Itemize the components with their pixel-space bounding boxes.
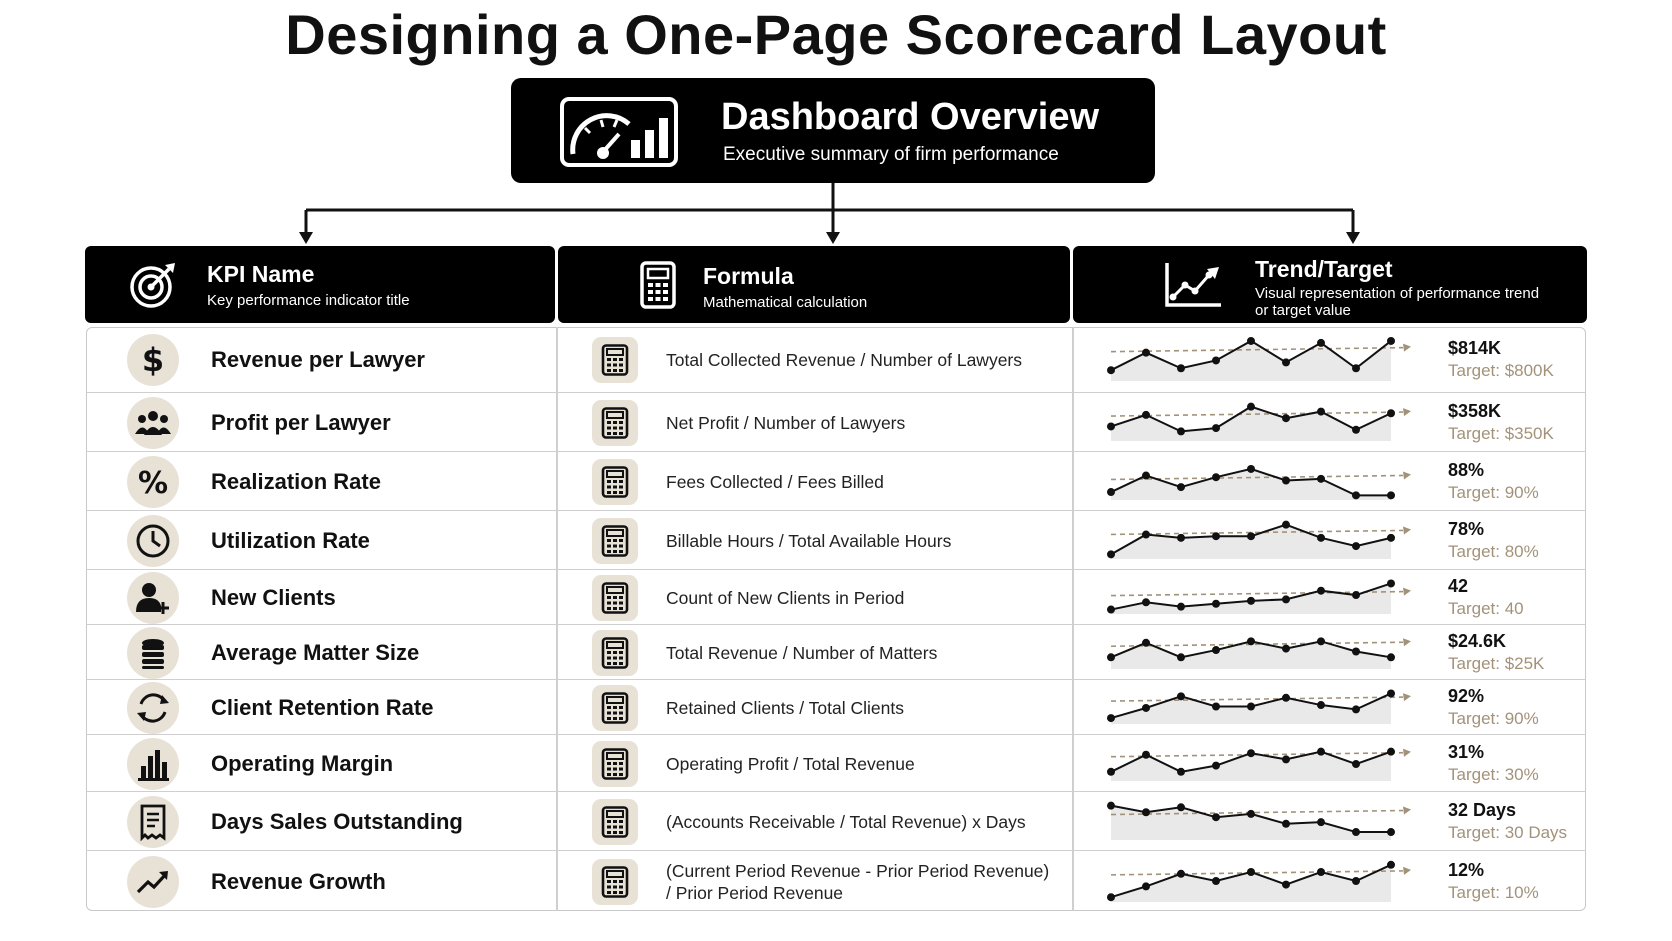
kpi-icon-badge (127, 627, 179, 679)
trend-point (1247, 703, 1255, 711)
svg-text:%: % (137, 465, 169, 501)
kpi-name: Revenue Growth (211, 869, 386, 894)
trend-point (1247, 810, 1255, 818)
refresh-icon (133, 688, 173, 728)
trend-sparkline (1094, 739, 1414, 788)
trend-point (1282, 521, 1290, 529)
trend-point (1107, 422, 1115, 430)
trend-point (1212, 600, 1220, 608)
trend-point (1387, 748, 1395, 756)
table-row (86, 451, 1586, 510)
kpi-target: Target: 90% (1448, 482, 1539, 502)
calculator-icon (601, 582, 629, 614)
trend-point (1317, 818, 1325, 826)
kpi-icon-badge (127, 334, 179, 386)
kpi-name: Profit per Lawyer (211, 409, 391, 435)
trend-point (1107, 550, 1115, 558)
kpi-value: $24.6K (1448, 630, 1507, 651)
target-arrow (1403, 693, 1411, 701)
trend-point (1212, 762, 1220, 770)
formula-icon-badge (592, 575, 638, 621)
trend-point (1177, 803, 1185, 811)
trend-point (1142, 598, 1150, 606)
trend-chart-icon (1163, 261, 1223, 309)
coins-icon (133, 633, 173, 673)
formula-line: / Prior Period Revenue (666, 883, 844, 903)
trend-point (1177, 768, 1185, 776)
trend-point (1212, 703, 1220, 711)
formula-text: (Accounts Receivable / Total Revenue) x Days (666, 811, 1026, 832)
trend-point (1142, 639, 1150, 647)
trend-sparkline (1094, 456, 1414, 507)
kpi-value: 31% (1448, 741, 1485, 762)
trend-point (1387, 337, 1395, 345)
trend-point (1247, 403, 1255, 411)
target-arrow (1403, 807, 1411, 815)
trend-point (1177, 427, 1185, 435)
table-row (86, 624, 1586, 679)
trend-point (1247, 337, 1255, 345)
trend-point (1282, 881, 1290, 889)
formula-text: Retained Clients / Total Clients (666, 697, 904, 718)
table-row (86, 569, 1586, 624)
trend-point (1317, 868, 1325, 876)
kpi-name: Average Matter Size (211, 639, 420, 665)
target-icon (129, 261, 177, 309)
formula-icon-badge (592, 799, 638, 845)
trend-sparkline (1094, 684, 1414, 731)
formula-text: Count of New Clients in Period (666, 587, 905, 608)
target-arrow (1403, 638, 1411, 646)
formula-text: Net Profit / Number of Lawyers (666, 412, 906, 433)
trend-area (1111, 469, 1391, 500)
trend-point (1177, 603, 1185, 611)
trend-point (1107, 653, 1115, 661)
trend-point (1107, 488, 1115, 496)
trend-point (1317, 475, 1325, 483)
kpi-target: Target: $800K (1448, 360, 1554, 380)
clock-icon (133, 521, 173, 561)
formula-icon-badge (592, 400, 638, 446)
trend-point (1352, 828, 1360, 836)
trend-point (1212, 424, 1220, 432)
trend-point (1317, 637, 1325, 645)
kpi-name: Utilization Rate (211, 527, 370, 553)
kpi-icon-badge (127, 456, 179, 508)
formula-icon-badge (592, 685, 638, 731)
trend-point (1317, 701, 1325, 709)
trend-point (1282, 477, 1290, 485)
trend-point (1387, 491, 1395, 499)
trend-target-header-subtitle: Visual representation of performance trend or target value (1255, 285, 1540, 319)
formula-header-subtitle: Mathematical calculation (703, 294, 868, 311)
trend-point (1317, 339, 1325, 347)
trend-target-header-title: Trend/Target (1255, 256, 1393, 282)
kpi-name: Realization Rate (211, 468, 381, 494)
trend-point (1177, 653, 1185, 661)
trend-point (1212, 646, 1220, 654)
formula-text (666, 860, 1049, 904)
trend-point (1352, 705, 1360, 713)
trend-point (1387, 861, 1395, 869)
target-arrow (1403, 526, 1411, 534)
kpi-name: Client Retention Rate (211, 694, 434, 720)
trend-point (1352, 491, 1360, 499)
trend-sparkline (1094, 331, 1414, 388)
kpi-target: Target: 80% (1448, 541, 1539, 561)
kpi-icon-badge (127, 856, 179, 908)
trend-point (1317, 534, 1325, 542)
trend-point (1317, 748, 1325, 756)
kpi-icon-badge (127, 515, 179, 567)
formula-header (558, 246, 1070, 323)
table-row (86, 392, 1586, 451)
svg-text:$: $ (141, 340, 165, 379)
kpi-target: Target: $350K (1448, 423, 1554, 443)
kpi-value: 92% (1448, 685, 1485, 706)
dollar-icon (133, 340, 173, 380)
formula-icon-badge (592, 459, 638, 505)
trend-point (1142, 349, 1150, 357)
calculator-icon (601, 407, 629, 439)
trend-point (1142, 751, 1150, 759)
trend-point (1142, 472, 1150, 480)
formula-icon-badge (592, 859, 638, 905)
trend-point (1282, 820, 1290, 828)
kpi-value: $814K (1448, 337, 1502, 358)
trend-point (1212, 532, 1220, 540)
trend-point (1282, 595, 1290, 603)
trend-point (1212, 356, 1220, 364)
trend-point (1317, 587, 1325, 595)
kpi-name: Operating Margin (211, 750, 394, 776)
target-arrow (1403, 588, 1411, 596)
trend-point (1352, 648, 1360, 656)
trend-point (1247, 637, 1255, 645)
table-row (86, 510, 1586, 569)
trend-point (1107, 802, 1115, 810)
formula-text: Total Revenue / Number of Matters (666, 642, 938, 663)
trend-point (1352, 542, 1360, 550)
trend-point (1282, 755, 1290, 763)
kpi-icon-badge (127, 397, 179, 449)
trend-point (1387, 689, 1395, 697)
formula-text: Total Collected Revenue / Number of Lawyers (666, 349, 1023, 370)
kpi-target: Target: 10% (1448, 883, 1539, 902)
trend-target-header (1073, 246, 1587, 323)
trend-area (1111, 525, 1391, 559)
kpi-name-header-title: KPI Name (207, 261, 315, 287)
trend-point (1177, 364, 1185, 372)
formula-text: Operating Profit / Total Revenue (666, 753, 915, 774)
trend-point (1317, 408, 1325, 416)
gauge-chart-icon (559, 96, 679, 168)
trend-sparkline (1094, 629, 1414, 676)
formula-text: Billable Hours / Total Available Hours (666, 530, 952, 551)
trend-point (1352, 877, 1360, 885)
calculator-icon (601, 344, 629, 376)
kpi-target: Target: $25K (1448, 653, 1545, 673)
kpi-icon-badge (127, 682, 179, 734)
calculator-icon (601, 637, 629, 669)
kpi-value: 88% (1448, 459, 1485, 480)
kpi-name-header (85, 246, 555, 323)
trend-point (1387, 828, 1395, 836)
trend-point (1142, 704, 1150, 712)
trend-point (1282, 358, 1290, 366)
target-line (1111, 697, 1403, 701)
trend-sparkline (1094, 397, 1414, 448)
kpi-name: Revenue per Lawyer (211, 346, 425, 372)
formula-text: Fees Collected / Fees Billed (666, 471, 884, 492)
calculator-icon (601, 692, 629, 724)
table-row (86, 327, 1586, 392)
overview-title: Dashboard Overview (721, 96, 1100, 138)
trend-point (1282, 414, 1290, 422)
table-row (86, 850, 1586, 912)
trend-point (1282, 694, 1290, 702)
target-arrow (1403, 749, 1411, 757)
calculator-icon (601, 748, 629, 780)
overview-subtitle: Executive summary of firm performance (723, 144, 1059, 165)
target-arrow (1403, 344, 1411, 352)
trend-point (1282, 645, 1290, 653)
trend-point (1352, 760, 1360, 768)
kpi-value: 42 (1448, 575, 1469, 596)
kpi-target: Target: 40 (1448, 598, 1524, 618)
kpi-name: New Clients (211, 584, 336, 610)
formula-icon-badge (592, 630, 638, 676)
trend-point (1352, 364, 1360, 372)
trend-sparkline (1094, 796, 1414, 847)
formula-line: (Current Period Revenue - Prior Period Revenue) (666, 861, 1050, 881)
trend-point (1247, 597, 1255, 605)
trend-point (1107, 768, 1115, 776)
calculator-icon (601, 466, 629, 498)
trend-point (1107, 714, 1115, 722)
kpi-icon-badge (127, 572, 179, 624)
trend-point (1177, 692, 1185, 700)
trend-sparkline (1094, 855, 1414, 909)
trend-sparkline (1094, 515, 1414, 566)
kpi-value: $358K (1448, 400, 1502, 421)
trend-point (1387, 579, 1395, 587)
trend-point (1142, 411, 1150, 419)
formula-icon-badge (592, 741, 638, 787)
trend-point (1107, 366, 1115, 374)
trend-point (1177, 534, 1185, 542)
trend-point (1387, 534, 1395, 542)
calculator-icon (601, 806, 629, 838)
kpi-target: Target: 30% (1448, 764, 1539, 784)
kpi-value: 78% (1448, 518, 1485, 539)
trend-point (1142, 531, 1150, 539)
trend-point (1247, 532, 1255, 540)
kpi-target: Target: 90% (1448, 708, 1539, 728)
target-arrow (1403, 471, 1411, 479)
kpi-icon-badge (127, 796, 179, 848)
invoice-icon (133, 802, 173, 842)
calculator-icon (601, 525, 629, 557)
trend-point (1247, 868, 1255, 876)
target-arrow (1403, 867, 1411, 875)
bar-chart-icon (133, 744, 173, 784)
kpi-name: Days Sales Outstanding (211, 808, 463, 834)
add-user-icon (133, 578, 173, 618)
trend-point (1142, 808, 1150, 816)
dashboard-overview-box (511, 78, 1155, 183)
table-row (86, 734, 1586, 791)
trend-point (1247, 749, 1255, 757)
trend-point (1352, 591, 1360, 599)
percent-icon (133, 462, 173, 502)
formula-header-title: Formula (703, 263, 794, 289)
trend-point (1177, 870, 1185, 878)
trend-point (1107, 606, 1115, 614)
kpi-value: 32 Days (1448, 799, 1517, 820)
trend-point (1247, 465, 1255, 473)
table-row (86, 679, 1586, 734)
table-row (86, 791, 1586, 850)
formula-icon-badge (592, 518, 638, 564)
formula-icon-badge (592, 337, 638, 383)
trend-point (1387, 409, 1395, 417)
trend-point (1387, 653, 1395, 661)
kpi-icon-badge (127, 738, 179, 790)
target-arrow (1403, 408, 1411, 416)
kpi-value: 12% (1448, 860, 1485, 880)
trend-area (1111, 407, 1391, 441)
page-title: Designing a One-Page Scorecard Layout (285, 3, 1387, 66)
trend-point (1212, 813, 1220, 821)
trend-point (1107, 893, 1115, 901)
trend-area (1111, 341, 1391, 381)
group-icon (133, 403, 173, 443)
trend-point (1177, 483, 1185, 491)
trend-point (1142, 882, 1150, 890)
calculator-icon (601, 866, 629, 898)
calculator-icon (634, 261, 682, 309)
trending-up-icon (133, 862, 173, 902)
trend-sparkline (1094, 574, 1414, 621)
trend-point (1212, 473, 1220, 481)
kpi-name-header-subtitle: Key performance indicator title (207, 292, 410, 309)
trend-point (1212, 877, 1220, 885)
kpi-target: Target: 30 Days (1448, 822, 1568, 842)
trend-point (1352, 426, 1360, 434)
